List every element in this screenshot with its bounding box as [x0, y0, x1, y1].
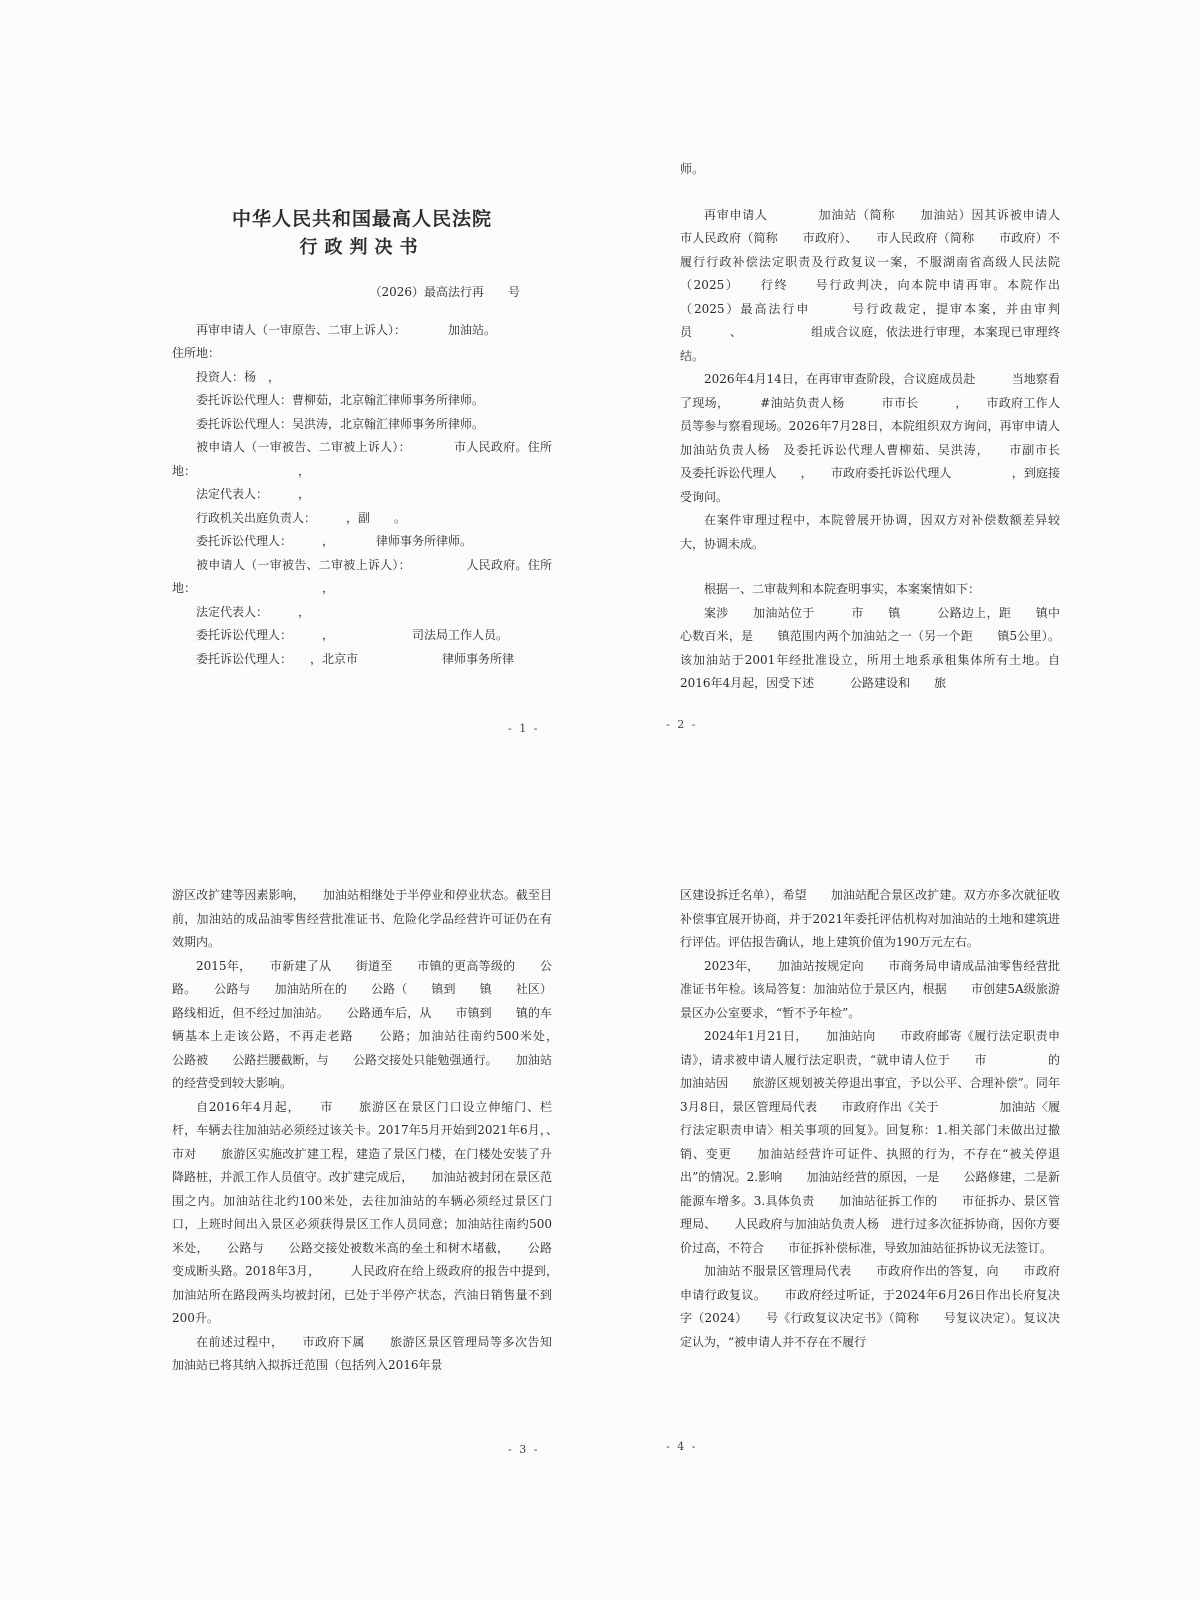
continued-text: 区建设拆迁名单），希望 加油站配合景区改扩建。双方亦多次就征收补偿事宜展开协商，并于2021年委托评估机构对加油站的土地和建筑进行评估。评估报告确认，地上建筑价值为190万元左右。 [680, 888, 1060, 949]
party-line: 法定代表人： ， [196, 604, 311, 619]
party-line: 法定代表人： ， [196, 487, 311, 501]
paragraph: 2023年， 加油站按规定向 市商务局申请成品油零售经营批准证书年检。该局答复：加油站位于景区内，根据 市创建5A级旅游景区办公室要求，“暂不予年检”。 [680, 958, 1060, 1020]
continued-text: 师。 [680, 162, 705, 176]
paragraph: 2026年4月14日，在再审审查阶段，合议庭成员赴 当地察看了现场， #油站负责人杨 市市长 ， 市政府工作人员等参与察看现场。2026年7月28日，本院组织双方询问，再审申请人 加油站负责人杨 及委托诉讼代理人曹柳茹、吴洪涛， 市副市长 及委托诉讼代理人 ， 市政府委托诉讼代理人 ，到庭接受询问。 [680, 372, 1097, 504]
party-line: 行政机关出庭负责人： ，副 。 [196, 510, 407, 525]
paragraph: 再审申请人 加油站（简称 加油站）因其诉被申请人 市人民政府（简称 市政府）、 市人民政府（简称 市政府）不履行行政补偿法定职责及行政复议一案，不服湖南省高级人民法院（2025） 行终 号行政判决，向本院申请再审。本院作出（2025）最高法行申 号行政裁定，提审本案，并由审判员 、 组成合议庭，依法进行审理，本案现已审理终结。 [680, 207, 1109, 363]
page-number-3: - 3 - [508, 1443, 540, 1456]
paragraph: 在前述过程中， 市政府下属 旅游区景区管理局等多次告知 加油站已将其纳入拟拆迁范围（包括列入2016年景 [172, 1334, 577, 1372]
party-line: 被申请人（一审被告、二审被上诉人）： 市人民政府。住所地： ， [172, 440, 552, 478]
paragraph: 案涉 加油站位于 市 镇 公路边上，距 镇中心数百米，是 镇范围内两个加油站之一（另一个距 镇5公里）。该加油站于2001年经批准设立，所用土地系承租集体所有土地。自2016年4月起，因受下述 公路建设和 旅 [680, 605, 1060, 690]
page-number-2: - 2 - [666, 718, 698, 731]
paragraph: 2024年1月21日， 加油站向 市政府邮寄《履行法定职责申请》，请求被申请人履行法定职责，“就申请人位于 市 的加油站因 旅游区规划被关停退出事宜，予以公平、合理补偿”。同年3月8日，景区管理局代表 市政府作出《关于 加油站〈履行法定职责申请〉相关事项的回复》。回复称：1.相关部门未做出过撤销、变更 加油站经营许可证件、执照的行为，不存在“被关停退出”的情况。2.影响 加油站经营的原因，一是 公路修建，二是新能源车增多。3.具体负责 加油站征拆工作的 市征拆办、景区管理局、 人民政府与加油站负责人杨 进行过多次征拆协商，因你方要价过高，不符合 市征拆补偿标准，导致加油站征拆协议无法签订。 [680, 1029, 1060, 1255]
party-line: 委托诉讼代理人： ， 司法局工作人员。 [196, 628, 509, 642]
page-2 [680, 158, 1109, 696]
page-3 [172, 884, 577, 1378]
page-number-1: - 1 - [508, 722, 540, 735]
court-title: 中华人民共和国最高人民法院 [231, 208, 492, 230]
party-line: 委托诉讼代理人： ， 律师事务所律师。 [196, 534, 473, 548]
paragraph: 2015年， 市新建了从 街道至 市镇的更高等级的 公路。 公路与 加油站所在的 公路（ 镇到 镇 社区）路线相近，但不经过加油站。 公路通车后，从 市镇到 镇的车辆基本上走该公路，不再走老路 公路；加油站往南约500米处， 公路被 公路拦腰截断，与 公路交接处只能勉强通行。 加油站的经营受到较大影响。 [172, 958, 577, 1090]
party-line: 委托诉讼代理人： ，北京市 律师事务所律 [196, 651, 515, 666]
paragraph: 加油站不服景区管理局代表 市政府作出的答复，向 市政府申请行政复议。 市政府经过听证，于2024年6月26日作出长府复决字（2024） 号《行政复议决定书》（简称 号复议决定）。复议决定认为，“被申请人并不存在不履行 [680, 1264, 1060, 1349]
continued-text: 游区改扩建等因素影响， 加油站相继处于半停业和停业状态。截至目前，加油站的成品油零售经营批准证书、危险化学品经营许可证仍在有效期内。 [172, 888, 552, 949]
page-4 [680, 884, 1060, 1354]
document-type-title: 行政判决书 [299, 237, 425, 258]
party-line: 委托诉讼代理人：曹柳茹，北京翰汇律师事务所律师。 [196, 393, 485, 407]
party-line: 住所地： [172, 346, 221, 360]
page-1 [172, 205, 552, 671]
party-line: 委托诉讼代理人：吴洪涛，北京翰汇律师事务所律师。 [196, 416, 485, 431]
party-line: 被申请人（一审被告、二审被上诉人）： 人民政府。住所地： ， [172, 557, 552, 595]
page-number-4: - 4 - [666, 1440, 698, 1453]
party-line: 投资人：杨 ， [196, 369, 281, 384]
case-number: （2026）最高法行再 号 [369, 285, 520, 299]
paragraph: 自2016年4月起， 市 旅游区在景区门口设立伸缩门、栏杆，车辆去往加油站必须经过该关卡。2017年5月开始到2021年6月，、 市对 旅游区实施改扩建工程，建造了景区门楼，在门楼处安装了升降路桩，并派工作人员值守。改扩建完成后， 加油站被封闭在景区范围之内。加油站往北约100米处，去往加油站的车辆必须经过景区门口，上班时间出入景区必须获得景区工作人员同意；加油站往南约500米处， 公路与 公路交接处被数米高的垒土和树木堵截， 公路变成断头路。2018年3月， 人民政府在给上级政府的报告中提到， 加油站所在路段两头均被封闭，已处于半停产状态，汽油日销售量不到200升。 [172, 1099, 577, 1325]
paragraph: 根据一、二审裁判和本院查明事实，本案案情如下： [704, 582, 981, 596]
party-line: 再审申请人（一审原告、二审上诉人）： 加油站。 [196, 322, 497, 337]
paragraph: 在案件审理过程中，本院曾展开协调，因双方对补偿数额差异较大，协调未成。 [680, 513, 1060, 551]
